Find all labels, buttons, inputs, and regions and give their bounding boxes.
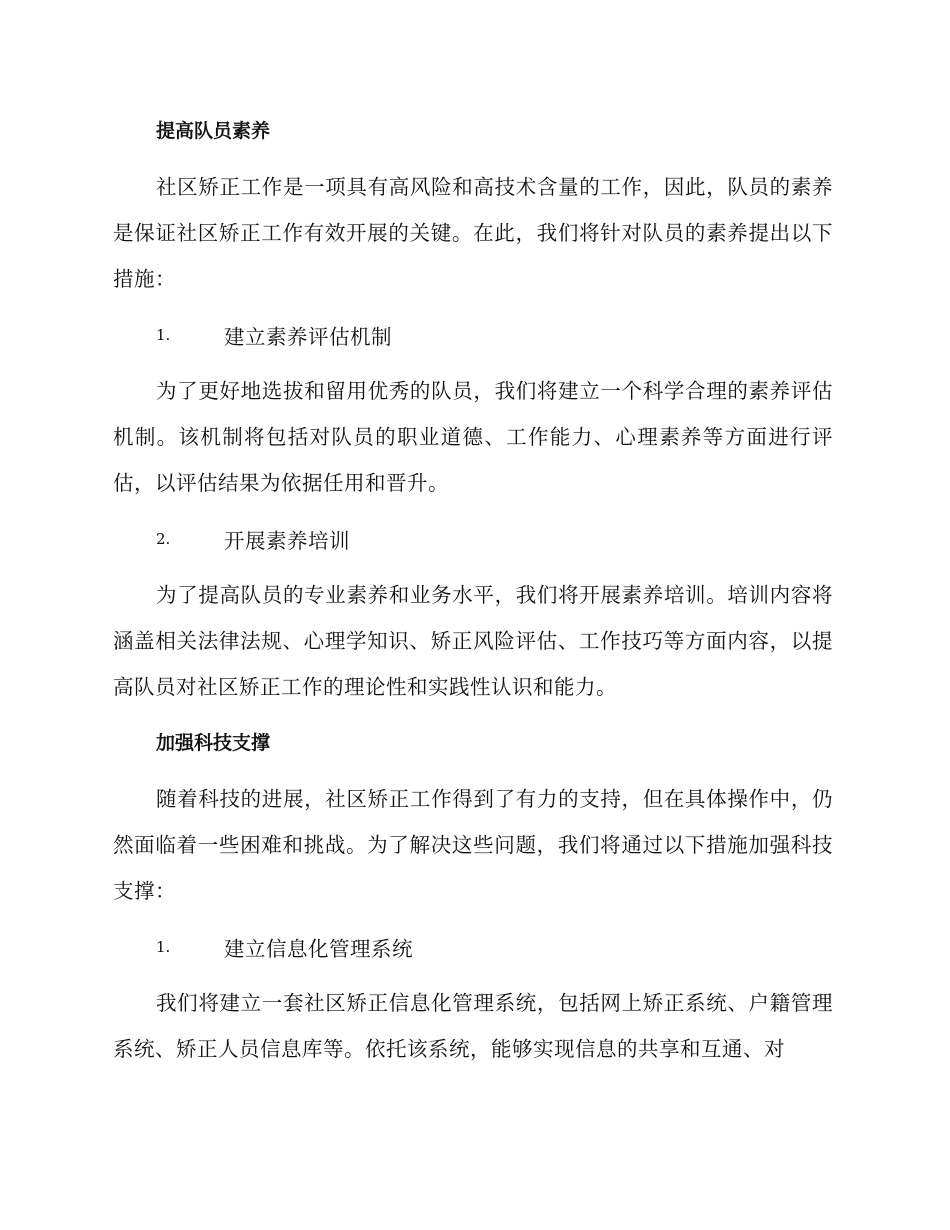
list-number: 1. [156, 938, 171, 956]
list-title: 开展素养培训 [224, 529, 350, 553]
section-intro: 随着科技的进展，社区矫正工作得到了有力的支持，但在具体操作中，仍然面临着一些困难和挑战。为了解决这些问题，我们将通过以下措施加强科技支撑： [113, 787, 833, 903]
list-body: 为了提高队员的专业素养和业务水平，我们将开展素养培训。培训内容将涵盖相关法律法规、心理学知识、矫正风险评估、工作技巧等方面内容，以提高队员对社区矫正工作的理论性和实践性认识和能力。 [113, 583, 833, 699]
list-number: 1. [156, 326, 171, 344]
section-heading: 加强科技支撑 [156, 732, 271, 754]
section-intro: 社区矫正工作是一项具有高风险和高技术含量的工作，因此，队员的素养是保证社区矫正工作有效开展的关键。在此，我们将针对队员的素养提出以下措施： [113, 175, 833, 291]
list-item [113, 312, 833, 358]
list-title: 建立信息化管理系统 [224, 937, 413, 961]
list-title: 建立素养评估机制 [224, 325, 392, 349]
section-heading: 提高队员素养 [156, 120, 271, 142]
document-page [113, 108, 833, 1082]
list-body: 为了更好地选拔和留用优秀的队员，我们将建立一个科学合理的素养评估机制。该机制将包括对队员的职业道德、工作能力、心理素养等方面进行评估，以评估结果为依据任用和晋升。 [113, 379, 833, 495]
list-body: 我们将建立一套社区矫正信息化管理系统，包括网上矫正系统、户籍管理系统、矫正人员信息库等。依托该系统，能够实现信息的共享和互通、对 [113, 991, 833, 1061]
list-item [113, 924, 833, 970]
list-number: 2. [156, 530, 171, 548]
list-item [113, 516, 833, 562]
